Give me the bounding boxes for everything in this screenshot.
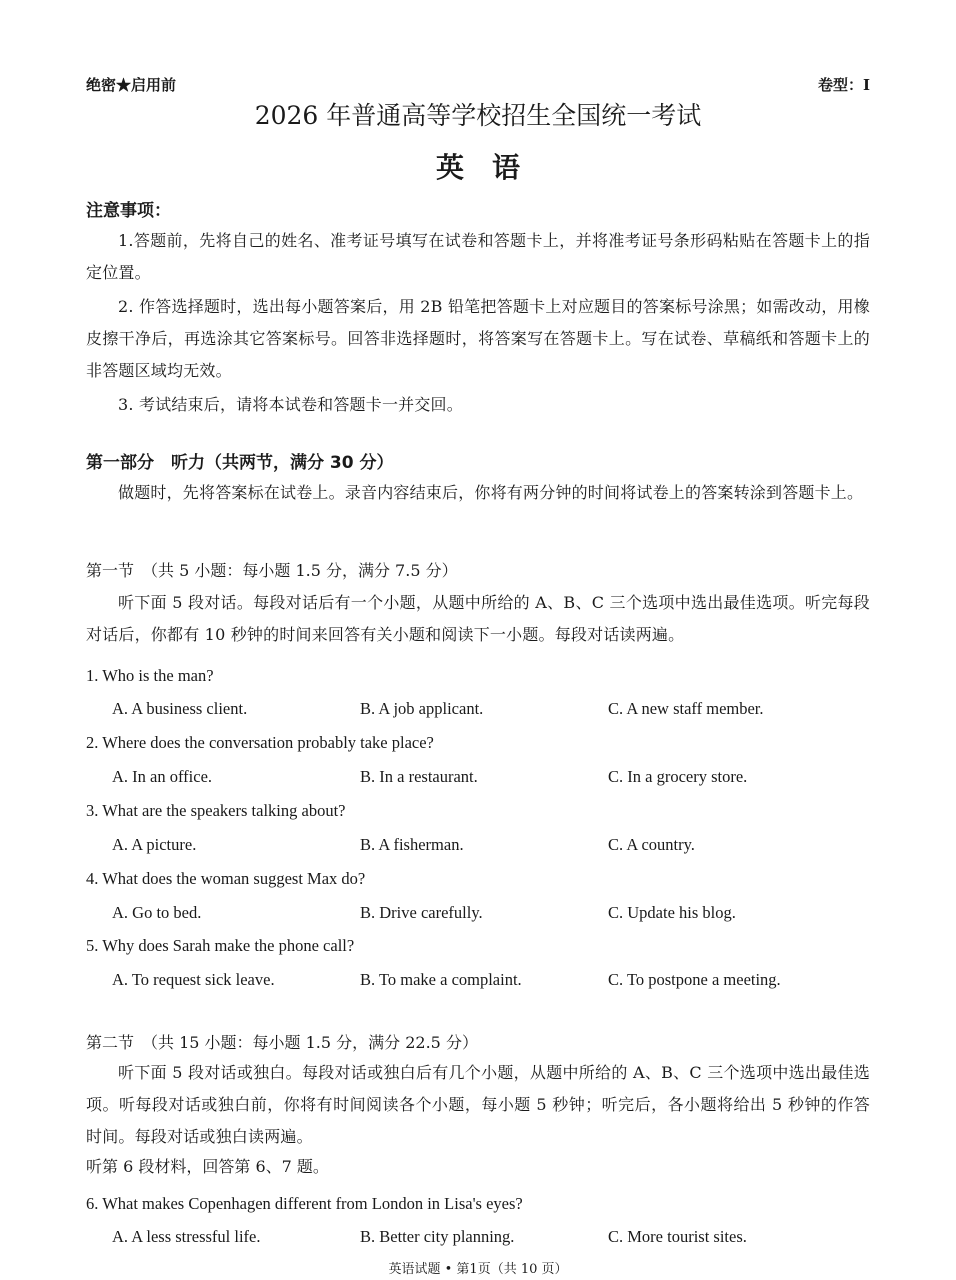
section2-instruction: 听下面 5 段对话或独白。每段对话或独白后有几个小题，从题中所给的 A、B、C 三个选项中选出最佳选项。听每段对话或独白前，你将有时间阅读各个小题，每小题 5 秒钟；听完后，各小题将给出 5 秒钟的作答时间。每段对话或独白读两遍。 — [86, 1063, 870, 1146]
subject-title: 英 语 — [435, 151, 520, 184]
question-5: 5. Why does Sarah make the phone call? — [86, 936, 355, 955]
q1-option-b: B. A job applicant. — [360, 699, 484, 718]
section2-title: 第二节 （共 15 小题：每小题 1.5 分，满分 22.5 分） — [86, 1033, 478, 1052]
q2-option-c: C. In a grocery store. — [608, 767, 748, 786]
q2-option-a: A. In an office. — [112, 767, 213, 786]
part1-title: 第一部分 听力（共两节，满分 30 分） — [86, 453, 394, 473]
question-2: 2. Where does the conversation probably take place? — [86, 733, 434, 752]
q5-option-c: C. To postpone a meeting. — [608, 970, 781, 989]
q5-option-b: B. To make a complaint. — [360, 970, 522, 989]
part1-instruction: 做题时，先将答案标在试卷上。录音内容结束后，你将有两分钟的时间将试卷上的答案转涂到答题卡上。 — [118, 483, 864, 502]
confidential-label: 绝密★启用前 — [86, 76, 177, 94]
q6-option-b: B. Better city planning. — [360, 1227, 515, 1246]
q4-option-c: C. Update his blog. — [608, 903, 736, 922]
notice-item-3: 3. 考试结束后，请将本试卷和答题卡一并交回。 — [118, 395, 463, 414]
question-3: 3. What are the speakers talking about? — [86, 801, 346, 820]
section1-instruction: 听下面 5 段对话。每段对话后有一个小题，从题中所给的 A、B、C 三个选项中选出最佳选项。听完每段对话后，你都有 10 秒钟的时间来回答有关小题和阅读下一小题。每段对话读两遍。 — [86, 593, 870, 644]
q1-option-a: A. A business client. — [112, 699, 248, 718]
material-note: 听第 6 段材料，回答第 6、7 题。 — [86, 1157, 329, 1176]
paper-type-label: 卷型：I — [817, 76, 870, 94]
notice-item-2: 2. 作答选择题时，选出每小题答案后，用 2B 铅笔把答题卡上对应题目的答案标号涂黑；如需改动，用橡皮擦干净后，再选涂其它答案标号。回答非选择题时，将答案写在答题卡上。写在试卷、草稿纸和答题卡上的非答题区域均无效。 — [86, 297, 870, 380]
q2-option-b: B. In a restaurant. — [360, 767, 478, 786]
notice-item-1: 1.答题前，先将自己的姓名、准考证号填写在试卷和答题卡上，并将准考证号条形码粘贴在答题卡上的指定位置。 — [86, 231, 870, 282]
question-1: 1. Who is the man? — [86, 666, 214, 685]
question-6: 6. What makes Copenhagen different from London in Lisa's eyes? — [86, 1194, 523, 1213]
page-footer: 英语试题 • 第1页（共 10 页） — [388, 1262, 568, 1277]
q5-option-a: A. To request sick leave. — [112, 970, 275, 989]
q4-option-b: B. Drive carefully. — [360, 903, 483, 922]
q6-option-c: C. More tourist sites. — [608, 1227, 747, 1246]
section1-title: 第一节 （共 5 小题：每小题 1.5 分，满分 7.5 分） — [86, 561, 458, 580]
question-4: 4. What does the woman suggest Max do? — [86, 869, 366, 888]
q6-option-a: A. A less stressful life. — [112, 1227, 261, 1246]
q4-option-a: A. Go to bed. — [112, 903, 202, 922]
q1-option-c: C. A new staff member. — [608, 699, 764, 718]
exam-title: 2026 年普通高等学校招生全国统一考试 — [254, 101, 702, 130]
q3-option-b: B. A fisherman. — [360, 835, 464, 854]
q3-option-a: A. A picture. — [112, 835, 197, 854]
notice-title: 注意事项： — [86, 201, 171, 221]
q3-option-c: C. A country. — [608, 835, 695, 854]
